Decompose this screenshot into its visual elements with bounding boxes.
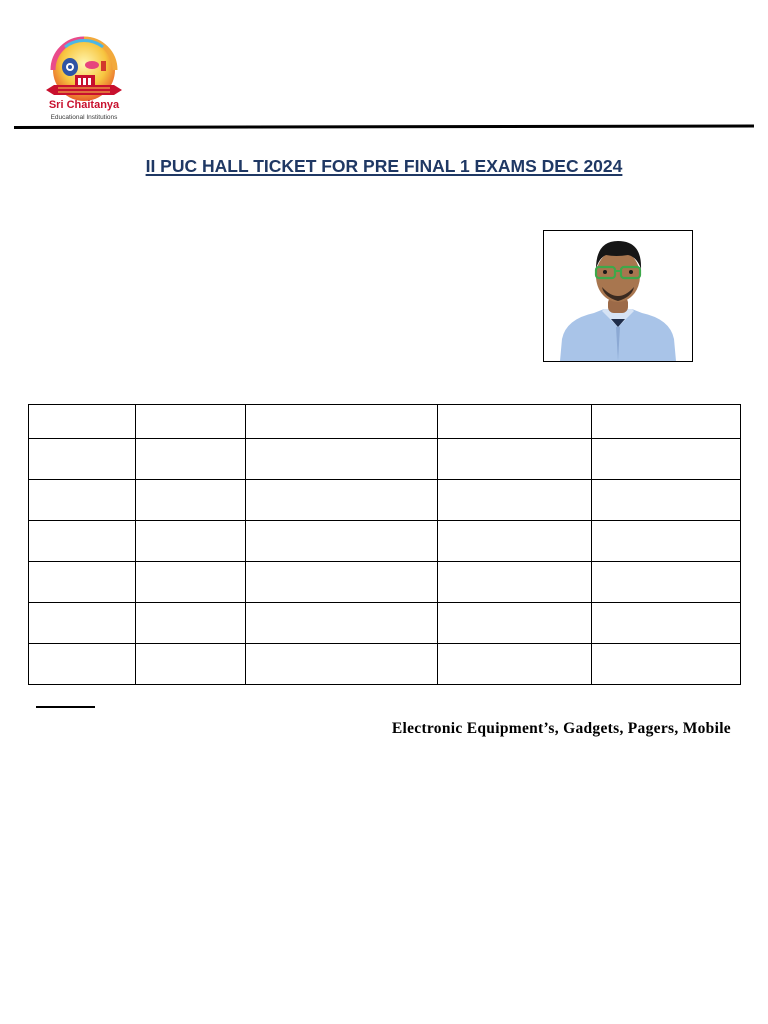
table-header-cell xyxy=(592,405,741,439)
table-cell xyxy=(246,439,438,480)
table-header-cell xyxy=(438,405,592,439)
student-photo-icon xyxy=(544,231,692,361)
table-cell xyxy=(136,480,246,521)
table-cell xyxy=(29,521,136,562)
table-cell xyxy=(136,603,246,644)
table-cell xyxy=(592,439,741,480)
table-header-cell xyxy=(246,405,438,439)
table-cell xyxy=(136,521,246,562)
table-cell xyxy=(438,439,592,480)
table-cell xyxy=(592,644,741,685)
table-cell xyxy=(438,480,592,521)
table-cell xyxy=(29,603,136,644)
table-cell xyxy=(246,603,438,644)
student-photo xyxy=(543,230,693,362)
table-cell xyxy=(438,603,592,644)
table-cell xyxy=(29,644,136,685)
page-title: II PUC HALL TICKET FOR PRE FINAL 1 EXAMS DEC 2024 xyxy=(145,156,623,176)
header-divider xyxy=(14,124,754,129)
institution-logo xyxy=(32,34,136,130)
table-row xyxy=(29,439,741,480)
table-cell xyxy=(29,562,136,603)
table-cell xyxy=(592,480,741,521)
table-row xyxy=(29,603,741,644)
table-cell xyxy=(136,439,246,480)
table-cell xyxy=(438,562,592,603)
table-cell xyxy=(246,644,438,685)
table-header-row xyxy=(29,405,741,439)
table-header-cell xyxy=(29,405,136,439)
logo-tagline: Educational Institutions xyxy=(50,114,118,121)
logo-name: Sri Chaitanya xyxy=(48,99,120,111)
instructions-heading-underline xyxy=(36,706,95,708)
table-cell xyxy=(246,480,438,521)
prohibited-items-note: Electronic Equipment’s, Gadgets, Pagers, Mobile xyxy=(391,720,731,737)
table-header-cell xyxy=(136,405,246,439)
table-row xyxy=(29,480,741,521)
table-cell xyxy=(246,521,438,562)
table-cell xyxy=(29,439,136,480)
table-cell xyxy=(438,644,592,685)
table-row xyxy=(29,562,741,603)
exam-schedule-table xyxy=(28,404,741,685)
table-cell xyxy=(592,562,741,603)
table-cell xyxy=(592,603,741,644)
table-cell xyxy=(136,644,246,685)
table-cell xyxy=(246,562,438,603)
table-row xyxy=(29,644,741,685)
table-cell xyxy=(438,521,592,562)
table-cell xyxy=(29,480,136,521)
table-cell xyxy=(136,562,246,603)
table-cell xyxy=(592,521,741,562)
table-row xyxy=(29,521,741,562)
